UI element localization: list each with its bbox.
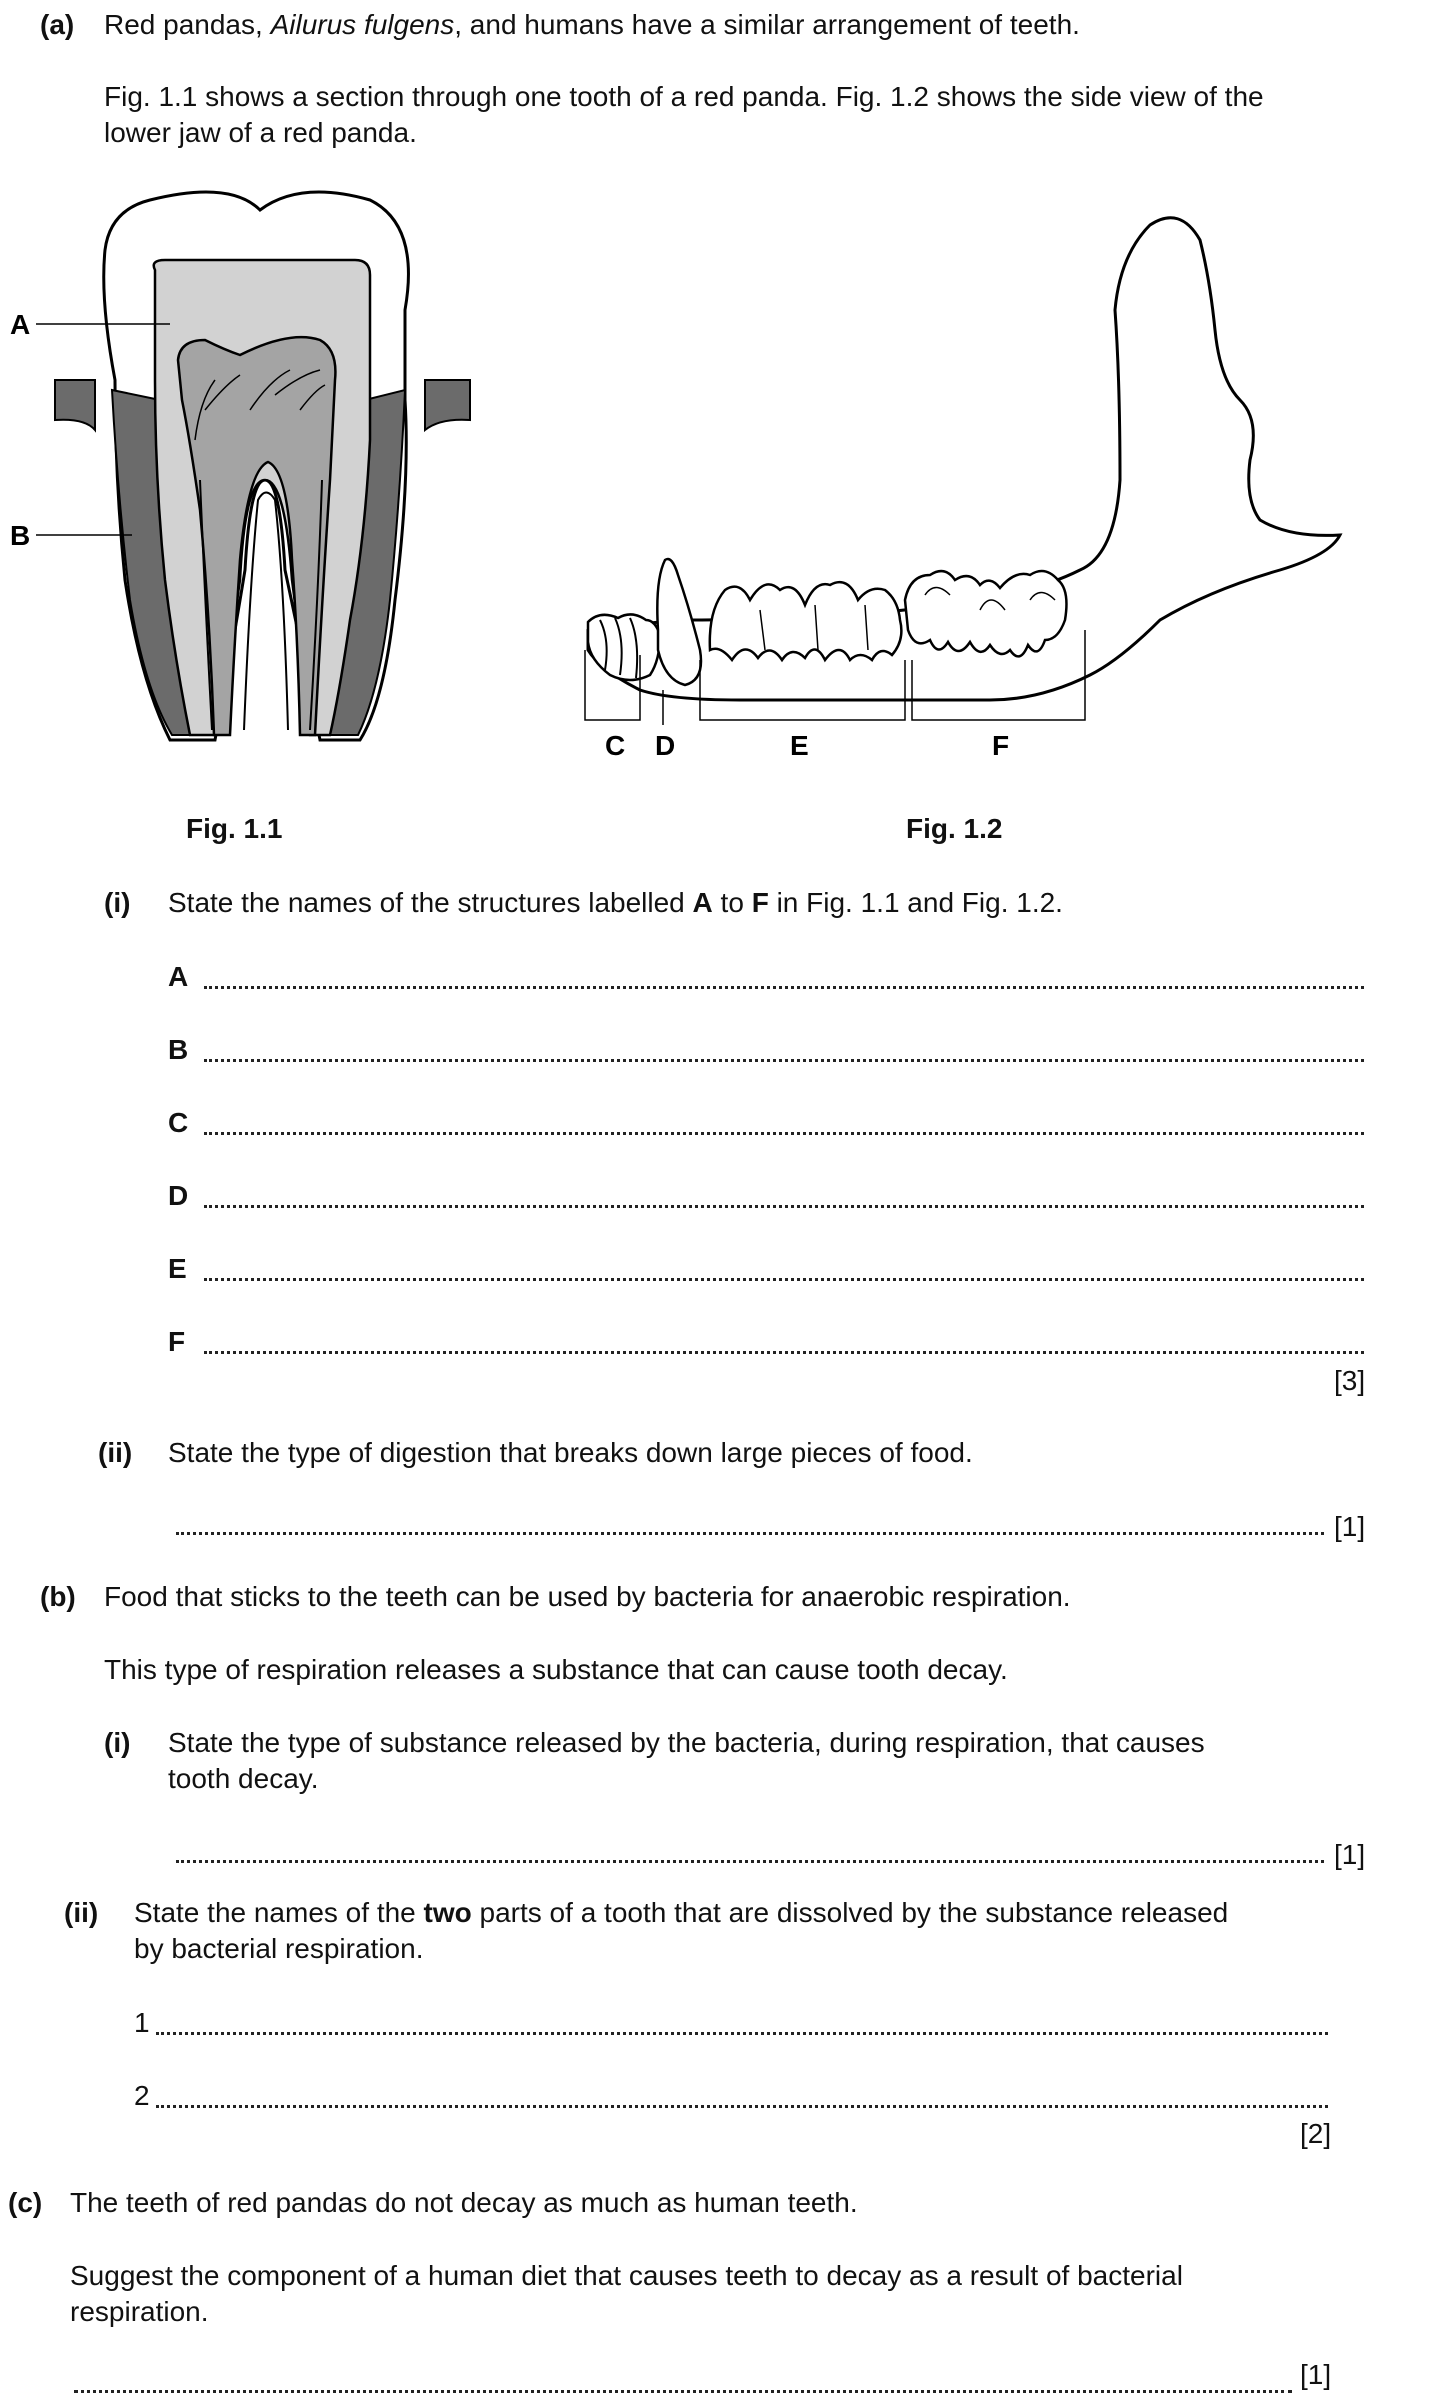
q-b-ii-bold: two xyxy=(423,1897,472,1928)
fig2-caption: Fig. 1.2 xyxy=(906,813,1003,844)
marks-a-ii: [1] xyxy=(1334,1511,1366,1542)
q-a-ii-number: (ii) xyxy=(98,1437,133,1468)
answer-line-b-ii-2[interactable] xyxy=(156,2105,1328,2108)
q-b-ii-text-line2: by bacterial respiration. xyxy=(134,1933,424,1964)
label-b: B xyxy=(10,520,31,551)
part-b-line2: This type of respiration releases a substance that can cause tooth decay. xyxy=(104,1654,1008,1685)
answer-line-b[interactable] xyxy=(204,1059,1364,1062)
lower-jaw-diagram xyxy=(560,180,1360,760)
marks-b-i: [1] xyxy=(1334,1839,1366,1870)
answer-label-b: B xyxy=(168,1034,189,1065)
marks-b-ii: [2] xyxy=(1300,2118,1332,2149)
answer-line-d[interactable] xyxy=(204,1205,1364,1208)
answer-line-e[interactable] xyxy=(204,1278,1364,1281)
answer-label-2: 2 xyxy=(134,2080,150,2111)
marks-a-i: [3] xyxy=(1334,1365,1366,1396)
part-b-label: (b) xyxy=(40,1581,76,1612)
q-a-i-number: (i) xyxy=(104,887,131,918)
fig-description-line2: lower jaw of a red panda. xyxy=(104,117,417,148)
answer-label-d: D xyxy=(168,1180,189,1211)
q-a-ii-text: State the type of digestion that breaks down large pieces of food. xyxy=(168,1437,973,1468)
label-f: F xyxy=(992,730,1010,760)
q-b-i-number: (i) xyxy=(104,1727,131,1758)
answer-line-a-ii[interactable] xyxy=(176,1532,1324,1535)
part-c-question-line1: Suggest the component of a human diet that causes teeth to decay as a result of bacterial xyxy=(70,2260,1183,2291)
part-b-line1: Food that sticks to the teeth can be used by bacteria for anaerobic respiration. xyxy=(104,1581,1071,1612)
q-b-ii-text-end: parts of a tooth that are dissolved by the substance released xyxy=(479,1897,1229,1928)
part-a-intro-end: , and humans have a similar arrangement of teeth. xyxy=(454,9,1080,40)
q-a-i-bold-f: F xyxy=(751,887,769,918)
answer-line-f[interactable] xyxy=(204,1351,1364,1354)
part-a-intro-start: Red pandas, xyxy=(104,9,263,40)
answer-label-f: F xyxy=(168,1326,186,1357)
q-a-i-bold-a: A xyxy=(692,887,713,918)
answer-line-c[interactable] xyxy=(74,2390,1292,2393)
incisor-teeth xyxy=(588,614,660,680)
answer-line-c[interactable] xyxy=(204,1132,1364,1135)
answer-label-1: 1 xyxy=(134,2007,150,2038)
gum-right xyxy=(425,380,470,430)
tooth-section-diagram xyxy=(0,180,490,760)
answer-line-a[interactable] xyxy=(204,986,1364,989)
q-b-i-text-line2: tooth decay. xyxy=(168,1763,319,1794)
answer-line-b-i[interactable] xyxy=(176,1860,1324,1863)
fig1-caption: Fig. 1.1 xyxy=(186,813,283,844)
answer-line-b-ii-1[interactable] xyxy=(156,2032,1328,2035)
part-c-line1: The teeth of red pandas do not decay as much as human teeth. xyxy=(70,2187,858,2218)
premolar-teeth xyxy=(710,582,902,660)
q-b-ii-text-line1 xyxy=(134,1896,1228,1930)
answer-label-c: C xyxy=(168,1107,189,1138)
q-a-i-text xyxy=(168,886,1063,920)
fig-description-line1: Fig. 1.1 shows a section through one tooth of a red panda. Fig. 1.2 shows the side view of the xyxy=(104,81,1264,112)
label-a: A xyxy=(10,309,31,340)
part-c-label: (c) xyxy=(8,2187,43,2218)
part-a-label: (a) xyxy=(40,9,75,40)
answer-label-e: E xyxy=(168,1253,187,1284)
label-d: D xyxy=(655,730,676,760)
q-b-ii-text-start: State the names of the xyxy=(134,1897,416,1928)
marks-c: [1] xyxy=(1300,2359,1332,2390)
q-a-i-to: to xyxy=(720,887,744,918)
q-b-i-text-line1: State the type of substance released by the bacteria, during respiration, that causes xyxy=(168,1727,1205,1758)
gum-left xyxy=(55,380,95,430)
q-a-i-text-end: in Fig. 1.1 and Fig. 1.2. xyxy=(776,887,1063,918)
part-c-question-line2: respiration. xyxy=(70,2296,209,2327)
label-c: C xyxy=(605,730,626,760)
label-e: E xyxy=(790,730,809,760)
q-a-i-text-start: State the names of the structures labelled xyxy=(168,887,685,918)
answer-label-a: A xyxy=(168,961,189,992)
q-b-ii-number: (ii) xyxy=(64,1897,99,1928)
species-name: Ailurus fulgens xyxy=(270,9,455,40)
part-a-intro xyxy=(104,8,1080,42)
